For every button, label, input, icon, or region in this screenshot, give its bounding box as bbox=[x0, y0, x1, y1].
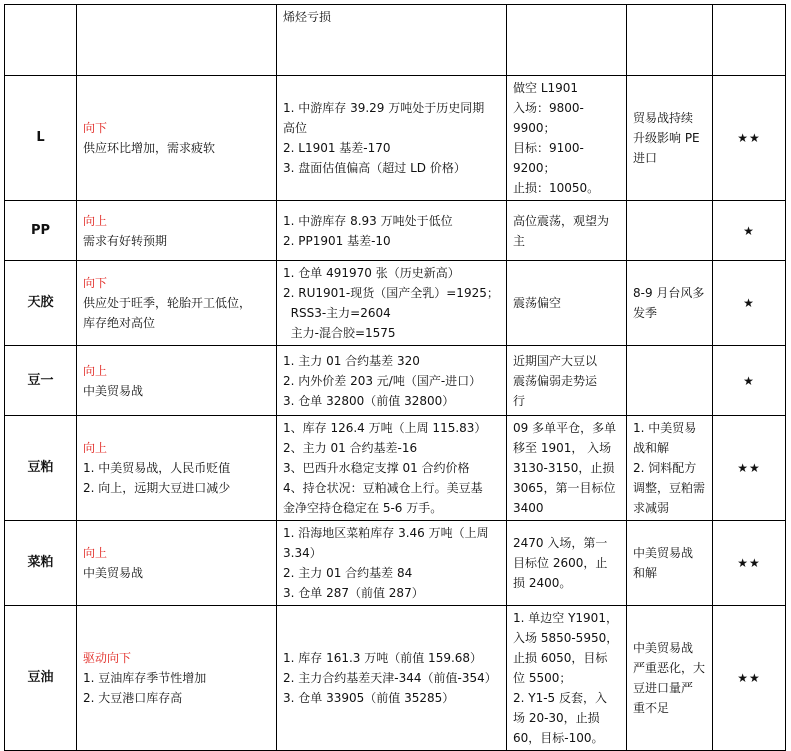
strategy-line: 震荡偏空 bbox=[513, 296, 562, 310]
data-line: RSS3-主力=2604 bbox=[283, 306, 391, 320]
data-line: 2. 主力合约基差天津-344（前值-354） bbox=[283, 671, 497, 685]
strategy-cell bbox=[507, 416, 627, 521]
strategy-line: 位 5500； bbox=[513, 671, 572, 685]
data-line: 金净空持仓稳定在 5-6 万手。 bbox=[283, 501, 443, 515]
strategy-line: 移至 1901， 入场 bbox=[513, 441, 612, 455]
risk-line: 中美贸易战 bbox=[633, 641, 694, 655]
commodity-name: 菜粕 bbox=[5, 521, 77, 606]
data-line: 2. L1901 基差-170 bbox=[283, 141, 391, 155]
data-cell bbox=[277, 261, 507, 346]
data-line: 2. 内外价差 203 元/吨（国产-进口） bbox=[283, 373, 482, 388]
rating-stars bbox=[713, 5, 786, 76]
data-cell bbox=[277, 416, 507, 521]
strategy-line: 2470 入场，第一 bbox=[513, 536, 608, 550]
strategy-line: 1. 单边空 Y1901， bbox=[513, 611, 618, 625]
direction-label: 向上 bbox=[83, 441, 108, 455]
risk-cell bbox=[627, 201, 713, 261]
strategy-line: 近期国产大豆以 bbox=[513, 353, 598, 368]
strategy-line: 损 2400。 bbox=[513, 576, 572, 590]
direction-cell bbox=[77, 521, 277, 606]
strategy-cell bbox=[507, 201, 627, 261]
strategy-line: 目标：9100-9200； bbox=[513, 141, 584, 175]
data-line: 1. 中游库存 8.93 万吨处于低位 bbox=[283, 213, 453, 228]
reason-line: 1. 中美贸易战，人民币贬值 bbox=[83, 461, 231, 475]
data-line: 1. 沿海地区菜粕库存 3.46 万吨（上周 bbox=[283, 526, 489, 540]
table-row bbox=[5, 416, 786, 521]
risk-line: 严重恶化，大 bbox=[633, 661, 706, 675]
rating-stars: ★ bbox=[713, 201, 786, 261]
direction-label: 向上 bbox=[83, 213, 108, 228]
strategy-line: 场 20-30，止损 bbox=[513, 711, 600, 725]
data-line: 3. 仓单 33905（前值 35285） bbox=[283, 691, 455, 705]
data-line: 1. 库存 161.3 万吨（前值 159.68） bbox=[283, 651, 483, 665]
data-line: 1. 主力 01 合约基差 320 bbox=[283, 353, 420, 368]
data-cell bbox=[277, 521, 507, 606]
commodity-name: 天胶 bbox=[5, 261, 77, 346]
table-row bbox=[5, 606, 786, 751]
strategy-line: 60，目标-100。 bbox=[513, 731, 604, 745]
strategy-cell bbox=[507, 346, 627, 416]
risk-line: 战和解 bbox=[633, 441, 670, 455]
data-line: 2、主力 01 合约基差-16 bbox=[283, 441, 418, 455]
strategy-line: 入场 5850-5950， bbox=[513, 631, 619, 645]
data-line: 1. 仓单 491970 张（历史新高） bbox=[283, 266, 460, 280]
data-cell bbox=[277, 76, 507, 201]
data-line: 3. 仓单 287（前值 287） bbox=[283, 586, 424, 600]
table-row bbox=[5, 5, 786, 76]
rating-stars: ★★ bbox=[713, 521, 786, 606]
strategy-line: 做空 L1901 bbox=[513, 81, 579, 95]
risk-line: 1. 中美贸易 bbox=[633, 421, 697, 435]
rating-stars: ★ bbox=[713, 346, 786, 416]
strategy-line: 09 多单平仓，多单 bbox=[513, 421, 617, 435]
strategy-line: 主 bbox=[513, 233, 526, 248]
strategy-line: 2. Y1-5 反套，入 bbox=[513, 691, 608, 705]
risk-cell bbox=[627, 416, 713, 521]
risk-line: 重不足 bbox=[633, 701, 670, 715]
reason-line: 1. 豆油库存季节性增加 bbox=[83, 671, 207, 685]
commodity-name: L bbox=[5, 76, 77, 201]
data-line: 高位 bbox=[283, 121, 308, 135]
risk-cell bbox=[627, 521, 713, 606]
data-cell bbox=[277, 5, 507, 76]
strategy-line: 3130-3150，止损 bbox=[513, 461, 615, 475]
strategy-line: 高位震荡，观望为 bbox=[513, 213, 610, 228]
reason-line: 中美贸易战 bbox=[83, 566, 144, 580]
direction-cell bbox=[77, 201, 277, 261]
reason-line: 库存绝对高位 bbox=[83, 316, 156, 330]
risk-line: 进口 bbox=[633, 151, 658, 165]
direction-cell bbox=[77, 416, 277, 521]
strategy-line: 震荡偏弱走势运 bbox=[513, 373, 598, 388]
risk-line: 贸易战持续 bbox=[633, 111, 694, 125]
rating-stars: ★★ bbox=[713, 76, 786, 201]
data-line: 2. RU1901-现货（国产全乳）=1925； bbox=[283, 286, 499, 300]
data-cell bbox=[277, 346, 507, 416]
direction-cell bbox=[77, 5, 277, 76]
commodity-name: 豆油 bbox=[5, 606, 77, 751]
data-line: 主力-混合胶=1575 bbox=[283, 326, 396, 340]
strategy-cell bbox=[507, 76, 627, 201]
strategy-cell bbox=[507, 606, 627, 751]
rating-stars: ★★ bbox=[713, 606, 786, 751]
strategy-cell bbox=[507, 521, 627, 606]
strategy-cell bbox=[507, 261, 627, 346]
rating-stars: ★★ bbox=[713, 416, 786, 521]
risk-line: 调整，豆粕需 bbox=[633, 481, 706, 495]
strategy-line: 目标位 2600，止 bbox=[513, 556, 608, 570]
risk-line: 8-9 月台风多 bbox=[633, 286, 705, 300]
data-line: 4、持仓状况：豆粕减仓上行。美豆基 bbox=[283, 481, 483, 495]
risk-line: 中美贸易战 bbox=[633, 546, 694, 560]
risk-line: 2. 饲料配方 bbox=[633, 461, 697, 475]
reason-line: 需求有好转预期 bbox=[83, 233, 168, 248]
commodity-name bbox=[5, 5, 77, 76]
strategy-cell bbox=[507, 5, 627, 76]
risk-cell bbox=[627, 5, 713, 76]
direction-label: 驱动向下 bbox=[83, 651, 132, 665]
strategy-line: 止损 6050，目标 bbox=[513, 651, 608, 665]
reason-line: 供应环比增加，需求疲软 bbox=[83, 141, 216, 155]
risk-cell bbox=[627, 76, 713, 201]
commodity-name: 豆粕 bbox=[5, 416, 77, 521]
table-row bbox=[5, 76, 786, 201]
reason-line: 2. 大豆港口库存高 bbox=[83, 691, 183, 705]
direction-label: 向上 bbox=[83, 363, 108, 378]
risk-line: 豆进口量严 bbox=[633, 681, 694, 695]
risk-cell bbox=[627, 606, 713, 751]
data-line: 2. PP1901 基差-10 bbox=[283, 233, 391, 248]
strategy-table bbox=[4, 4, 786, 751]
reason-line: 供应处于旺季，轮胎开工低位， bbox=[83, 296, 252, 310]
reason-line: 2. 向上，远期大豆进口减少 bbox=[83, 481, 231, 495]
strategy-line: 3400 bbox=[513, 501, 544, 515]
data-line: 3. 盘面估值偏高（超过 LD 价格） bbox=[283, 161, 466, 175]
strategy-line: 止损：10050。 bbox=[513, 181, 600, 195]
strategy-line: 入场：9800-9900； bbox=[513, 101, 584, 135]
data-cell bbox=[277, 606, 507, 751]
data-cell bbox=[277, 201, 507, 261]
data-line: 3. 仓单 32800（前值 32800） bbox=[283, 393, 455, 408]
data-line: 3、巴西升水稳定支撑 01 合约价格 bbox=[283, 461, 470, 475]
data-line: 1. 中游库存 39.29 万吨处于历史同期 bbox=[283, 101, 485, 115]
risk-cell bbox=[627, 261, 713, 346]
data-line: 3.34） bbox=[283, 546, 322, 560]
table-row bbox=[5, 521, 786, 606]
risk-line: 和解 bbox=[633, 566, 658, 580]
direction-cell bbox=[77, 76, 277, 201]
direction-cell bbox=[77, 346, 277, 416]
data-line: 烯烃亏损 bbox=[283, 10, 332, 24]
table-row bbox=[5, 346, 786, 416]
data-line: 1、库存 126.4 万吨（上周 115.83） bbox=[283, 421, 487, 435]
risk-cell bbox=[627, 346, 713, 416]
direction-label: 向下 bbox=[83, 276, 108, 290]
table-row bbox=[5, 261, 786, 346]
direction-label: 向下 bbox=[83, 121, 108, 135]
direction-label: 向上 bbox=[83, 546, 108, 560]
reason-line: 中美贸易战 bbox=[83, 383, 144, 398]
commodity-name: PP bbox=[5, 201, 77, 261]
commodity-name: 豆一 bbox=[5, 346, 77, 416]
risk-line: 求减弱 bbox=[633, 501, 670, 515]
direction-cell bbox=[77, 261, 277, 346]
data-line: 2. 主力 01 合约基差 84 bbox=[283, 566, 413, 580]
direction-cell bbox=[77, 606, 277, 751]
risk-line: 升级影响 PE bbox=[633, 131, 700, 145]
table-row bbox=[5, 201, 786, 261]
strategy-line: 行 bbox=[513, 393, 526, 408]
rating-stars: ★ bbox=[713, 261, 786, 346]
risk-line: 发季 bbox=[633, 306, 658, 320]
strategy-line: 3065，第一目标位 bbox=[513, 481, 616, 495]
